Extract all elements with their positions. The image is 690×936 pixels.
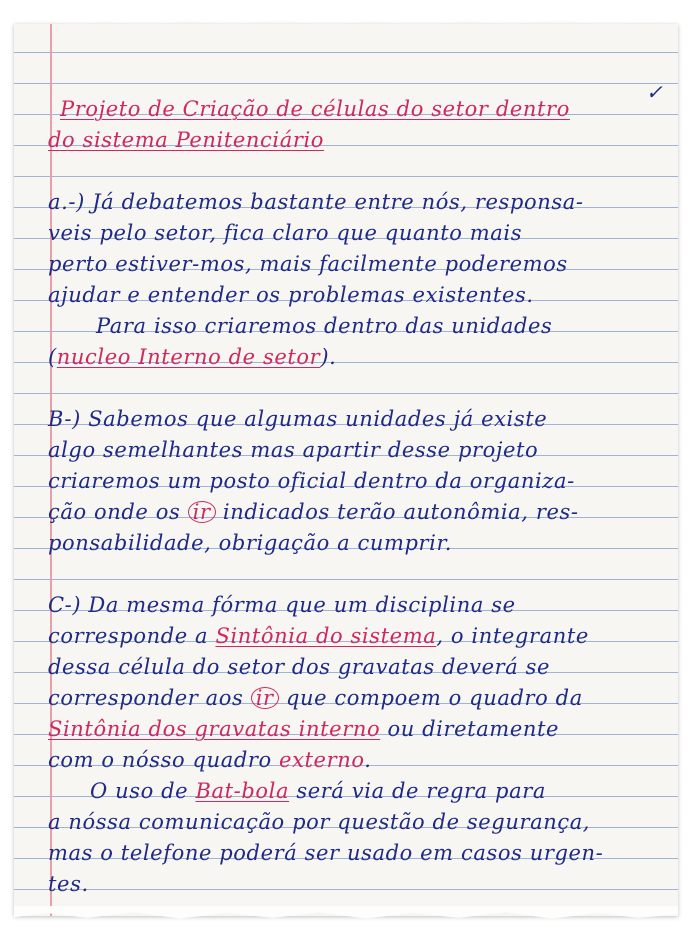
section-c-line-6-start: com o nósso quadro [48,748,272,772]
section-c-line-2 [48,621,589,652]
section-b-line-4-end: indicados terão autonômia, res- [222,500,579,524]
sintonia-do-sistema-text: Sintônia do sistema [215,624,437,648]
torn-bottom-edge [14,906,678,920]
bat-bola-text: Bat-bola [195,779,290,803]
paren-open: ( [48,345,57,369]
circled-ir: ir [251,687,279,709]
section-c-line-7-end: será via de regra para [296,779,546,803]
section-c-line-4-start: corresponder aos [48,686,244,710]
circled-ir: ir [188,501,216,523]
section-b-line-2: algo semelhantes mas apartir desse projeto [48,438,539,462]
section-c-line-9: mas o telefone poderá ser usado em casos urgen- [48,841,604,865]
section-c-line-8: a nóssa comunicação por questão de segurança, [48,810,591,834]
section-a-line-2: veis pelo setor, fica claro que quanto mais [48,221,523,245]
section-c-line-4 [48,683,583,714]
document-title-line-2: do sistema Penitenciário [48,128,325,152]
section-a-line-6 [48,342,336,373]
section-b-line-4 [48,497,579,528]
section-b-line-3: criaremos um posto oficial dentro da organiza- [48,469,575,493]
externo-text: externo [279,748,365,772]
sintonia-dos-gravatas-text: Sintônia dos gravatas interno [48,717,381,741]
section-c-line-7 [90,776,546,807]
section-b-line-4-start: ção onde os [48,500,181,524]
section-c-line-6 [48,745,372,776]
section-c-line-1: C-) Da mesma fórma que um disciplina se [48,593,516,617]
section-c-line-3: dessa célula do setor dos gravatas deverá se [48,655,551,679]
section-a-line-1: a.-) Já debatemos bastante entre nós, responsa- [48,190,584,214]
nucleo-interno-text: nucleo Interno de setor [56,345,321,369]
section-c-line-10: tes. [48,872,89,896]
section-b-line-1: B-) Sabemos que algumas unidades já existe [48,407,548,431]
section-c-line-4-end: que compoem o quadro da [285,686,583,710]
section-c-line-2-end: , o integrante [436,624,589,648]
section-a-line-5: Para isso criaremos dentro das unidades [96,314,553,338]
document-title-line-1: Projeto de Criação de células do setor dentro [60,97,570,121]
section-a-line-4: ajudar e entender os problemas existentes. [48,283,534,307]
check-mark: ✓ [646,80,663,104]
section-c-line-5-end: ou diretamente [387,717,560,741]
section-c-line-7-start: O uso de [90,779,189,803]
section-c-line-5 [48,714,559,745]
paren-close: ). [320,345,337,369]
section-b-line-5: ponsabilidade, obrigação a cumprir. [48,531,453,555]
section-a-line-3: perto estiver-mos, mais facilmente poderemos [48,252,568,276]
section-c-line-6-end: . [364,748,372,772]
section-c-line-2-start: corresponde a [48,624,209,648]
